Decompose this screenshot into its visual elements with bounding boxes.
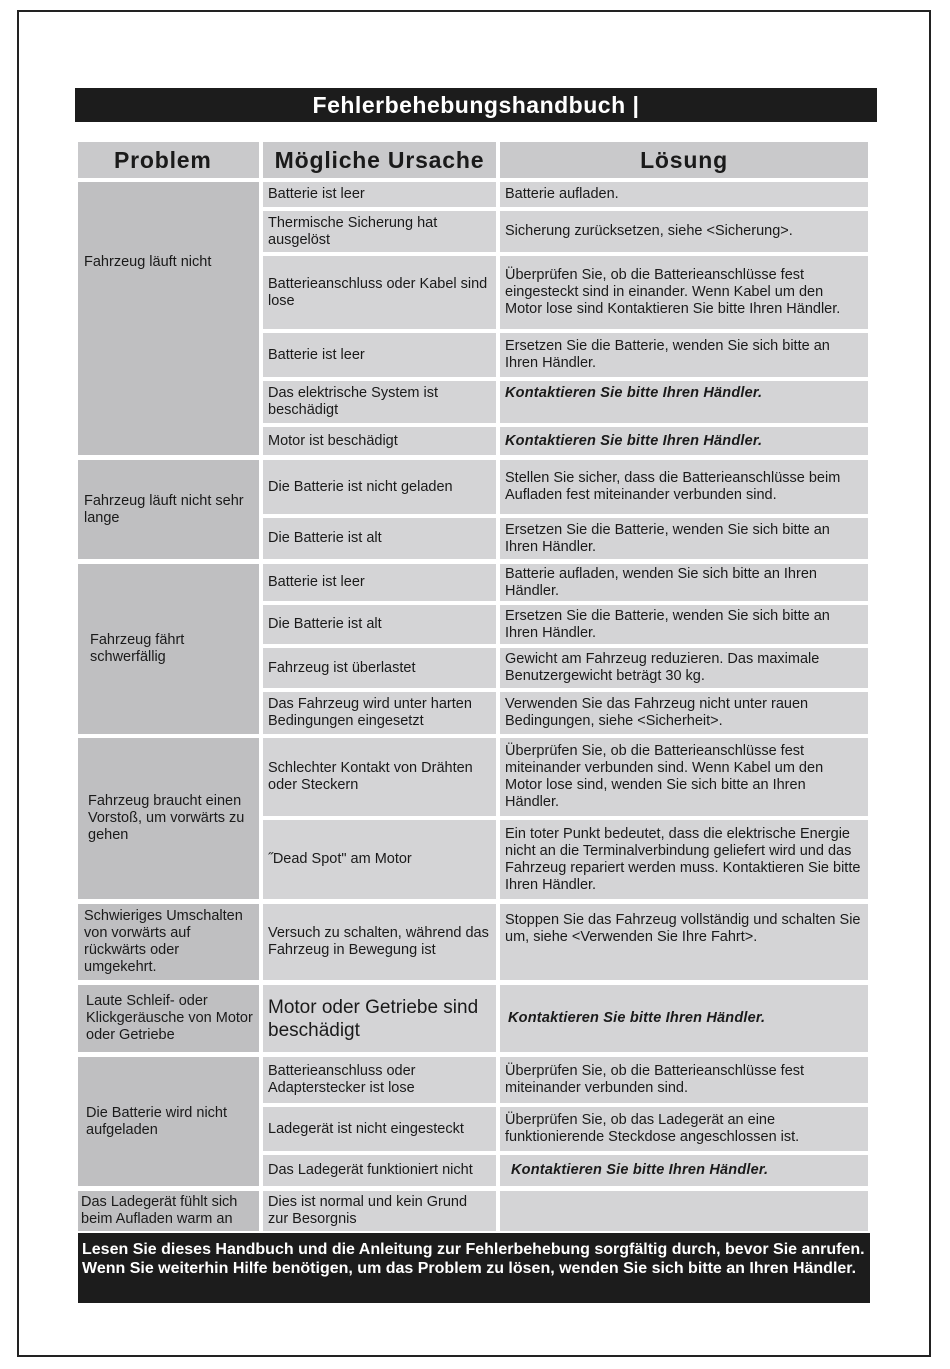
cause-cell: Die Batterie ist alt [263,605,496,644]
cause-cell: Das Fahrzeug wird unter harten Bedingungen eingesetzt [263,692,496,734]
problem-cell: Fahrzeug braucht einen Vorstoß, um vorwärts zu gehen [78,738,259,899]
solution-cell: Überprüfen Sie, ob die Batterieanschlüsse fest miteinander verbunden sind. [500,1057,868,1103]
cause-cell: Die Batterie ist nicht geladen [263,460,496,514]
header-cause: Mögliche Ursache [263,142,496,178]
cause-cell: Batterie ist leer [263,182,496,207]
cause-cell: Batterieanschluss oder Adapterstecker ist lose [263,1057,496,1103]
solution-cell: Ersetzen Sie die Batterie, wenden Sie sich bitte an Ihren Händler. [500,518,868,559]
solution-cell: Kontaktieren Sie bitte Ihren Händler. [500,1155,868,1186]
solution-cell: Kontaktieren Sie bitte Ihren Händler. [500,427,868,455]
solution-cell: Überprüfen Sie, ob die Batterieanschlüsse fest eingesteckt sind in einander. Wenn Kabel um den Motor lose sind Kontaktieren Sie bitte Ihren Händler. [500,256,868,329]
cause-cell: Batterie ist leer [263,333,496,377]
problem-cell: Das Ladegerät fühlt sich beim Aufladen warm an [78,1191,259,1231]
solution-cell: Gewicht am Fahrzeug reduzieren. Das maximale Benutzergewicht beträgt 30 kg. [500,648,868,688]
problem-cell: Die Batterie wird nicht aufgeladen [78,1057,259,1186]
solution-cell: Kontaktieren Sie bitte Ihren Händler. [500,381,868,423]
cause-cell: Die Batterie ist alt [263,518,496,559]
header-problem: Problem [78,142,259,178]
solution-cell: Sicherung zurücksetzen, siehe <Sicherung>. [500,211,868,252]
page-title: Fehlerbehebungshandbuch | [312,91,640,118]
cause-cell: ˝Dead Spot" am Motor [263,820,496,899]
solution-cell: Kontaktieren Sie bitte Ihren Händler. [500,985,868,1052]
header-solution: Lösung [500,142,868,178]
solution-cell: Verwenden Sie das Fahrzeug nicht unter rauen Bedingungen, siehe <Sicherheit>. [500,692,868,734]
page-title-bar [75,88,877,122]
cause-cell: Fahrzeug ist überlastet [263,648,496,688]
cause-cell: Versuch zu schalten, während das Fahrzeug in Bewegung ist [263,904,496,980]
solution-cell: Batterie aufladen. [500,182,868,207]
cause-cell: Ladegerät ist nicht eingesteckt [263,1107,496,1151]
solution-cell: Stellen Sie sicher, dass die Batterieanschlüsse beim Aufladen fest miteinander verbunden sind. [500,460,868,514]
cause-cell: Das Ladegerät funktioniert nicht [263,1155,496,1186]
cause-cell: Motor ist beschädigt [263,427,496,455]
cause-cell: Das elektrische System ist beschädigt [263,381,496,423]
solution-cell: Stoppen Sie das Fahrzeug vollständig und schalten Sie um, siehe <Verwenden Sie Ihre Fahrt>. [500,904,868,980]
solution-cell: Überprüfen Sie, ob das Ladegerät an eine funktionierende Steckdose angeschlossen ist. [500,1107,868,1151]
cause-cell: Motor oder Getriebe sind beschädigt [263,985,496,1052]
problem-cell: Laute Schleif- oder Klickgeräusche von Motor oder Getriebe [78,985,259,1052]
cause-cell: Batterieanschluss oder Kabel sind lose [263,256,496,329]
cause-cell: Thermische Sicherung hat ausgelöst [263,211,496,252]
solution-cell: Ersetzen Sie die Batterie, wenden Sie sich bitte an Ihren Händler. [500,605,868,644]
cause-cell: Batterie ist leer [263,564,496,601]
footer-notice: Lesen Sie dieses Handbuch und die Anleitung zur Fehlerbehebung sorgfältig durch, bevor Sie anrufen. Wenn Sie weiterhin Hilfe benötigen, um das Problem zu lösen, wenden Sie sich bitte an Ihren Händler. [78,1233,870,1303]
cause-cell: Schlechter Kontakt von Drähten oder Steckern [263,738,496,816]
solution-cell: Überprüfen Sie, ob die Batterieanschlüsse fest miteinander verbunden sind. Wenn Kabel um den Motor lose sind, wenden Sie sich bitte an Ihren Händler. [500,738,868,816]
cause-cell: Dies ist normal und kein Grund zur Besorgnis [263,1191,496,1231]
problem-cell: Fahrzeug fährt schwerfällig [78,564,259,734]
problem-cell: Fahrzeug läuft nicht [78,182,259,455]
problem-cell: Fahrzeug läuft nicht sehr lange [78,460,259,559]
solution-cell: Batterie aufladen, wenden Sie sich bitte an Ihren Händler. [500,564,868,601]
problem-cell: Schwieriges Umschalten von vorwärts auf rückwärts oder umgekehrt. [78,904,259,980]
solution-cell: Ein toter Punkt bedeutet, dass die elektrische Energie nicht an die Terminalverbindung geliefert wird und das Fahrzeug repariert werden muss. Kontaktieren Sie bitte Ihren Händler. [500,820,868,899]
solution-cell: Ersetzen Sie die Batterie, wenden Sie sich bitte an Ihren Händler. [500,333,868,377]
solution-cell [500,1191,868,1231]
